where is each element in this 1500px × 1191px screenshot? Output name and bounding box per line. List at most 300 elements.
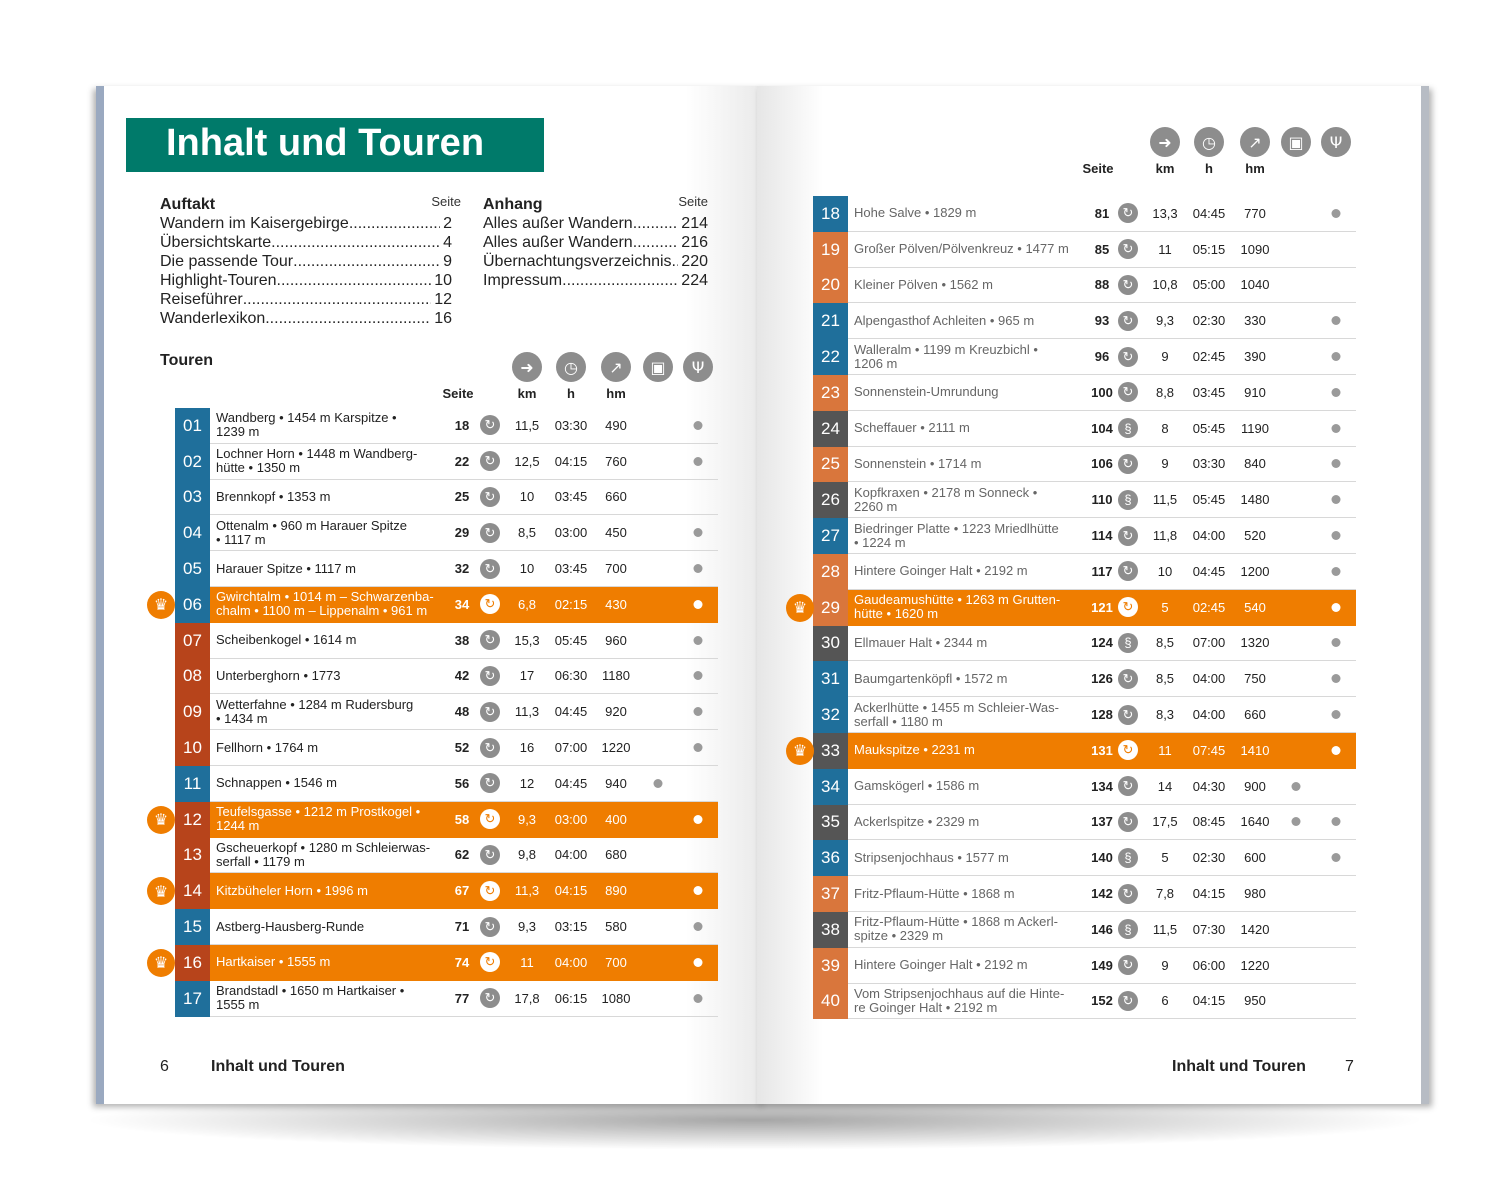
round-tour-icon — [480, 766, 500, 801]
tour-km: 9 — [1161, 957, 1169, 973]
column-header-hm: hm — [1245, 161, 1265, 176]
tour-hm: 700 — [605, 561, 627, 577]
tour-name[interactable]: Kopfkraxen • 2178 m Sonneck • 2260 m — [854, 484, 1038, 514]
tour-row[interactable] — [813, 411, 1356, 447]
tour-row[interactable] — [175, 659, 718, 695]
tour-page: 110 — [1091, 492, 1113, 508]
tour-h: 06:30 — [554, 668, 588, 684]
toc-entry[interactable] — [483, 252, 708, 271]
toc-entry[interactable] — [160, 290, 452, 309]
tour-page: 142 — [1091, 886, 1113, 902]
tour-hm: 660 — [605, 489, 627, 505]
tour-name[interactable]: Brandstadl • 1650 m Hartkaiser • 1555 m — [216, 983, 405, 1013]
tour-row[interactable] — [175, 587, 718, 623]
toc-entry-label: Wanderlexikon — [160, 310, 266, 327]
restaurant-dot-icon — [694, 528, 703, 537]
tour-name[interactable]: Vom Stripsenjochhaus auf die Hinte- re Goinger Halt • 2192 m — [854, 985, 1065, 1015]
tour-page: 85 — [1094, 241, 1110, 257]
tour-number: 17 — [175, 981, 210, 1017]
tour-number: 04 — [175, 515, 210, 551]
restaurant-dot-icon — [1332, 459, 1341, 468]
one-way-tour-icon: § — [1118, 848, 1138, 868]
round-tour-icon — [480, 873, 500, 908]
tour-row[interactable] — [813, 268, 1356, 304]
tour-hm: 1180 — [602, 668, 630, 684]
tour-h: 05:45 — [1192, 492, 1226, 508]
tour-number: 24 — [813, 411, 848, 447]
round-tour-icon — [480, 945, 500, 980]
tour-page: 42 — [454, 668, 470, 684]
dot-leader — [633, 214, 679, 233]
tour-number: 09 — [175, 694, 210, 730]
tour-name[interactable]: Gwirchtalm • 1014 m – Schwarzenba- chalm • 1100 m – Lippenalm • 961 m — [216, 589, 434, 619]
restaurant-dot-icon — [1332, 638, 1341, 647]
restaurant-dot-icon — [1332, 316, 1341, 325]
tour-row[interactable] — [813, 912, 1356, 948]
dot-leader — [562, 271, 678, 290]
round-tour-icon: ↻ — [1118, 597, 1138, 617]
tour-name[interactable]: Hintere Goinger Halt • 2192 m — [854, 563, 1028, 579]
tour-name[interactable]: Sonnenstein-Umrundung — [854, 384, 999, 400]
tour-number: 11 — [175, 766, 210, 802]
tour-name[interactable]: Ackerlspitze • 2329 m — [854, 813, 980, 829]
tour-km: 9,8 — [517, 847, 537, 863]
highlight-crown-icon: ♛ — [147, 591, 175, 619]
tour-hm: 680 — [605, 847, 627, 863]
tour-row[interactable] — [175, 515, 718, 551]
round-tour-icon: ↻ — [480, 594, 500, 614]
tour-number: 18 — [813, 196, 848, 232]
tour-hm: 1080 — [601, 990, 631, 1006]
round-tour-icon: ↻ — [1118, 382, 1138, 402]
toc-entry[interactable] — [483, 271, 708, 290]
tour-name[interactable]: Stripsenjochhaus • 1577 m — [854, 849, 1009, 865]
touren-heading: Touren — [160, 352, 214, 369]
restaurant-icon: Ψ — [1321, 127, 1351, 157]
tour-h: 05:45 — [554, 632, 588, 648]
tour-number: 07 — [175, 623, 210, 659]
one-way-tour-icon: § — [1118, 919, 1138, 939]
tour-number: 35 — [813, 805, 848, 841]
tour-name[interactable]: Kitzbüheler Horn • 1996 m — [216, 882, 368, 898]
tour-h: 07:00 — [554, 740, 588, 756]
column-header-h: h — [567, 386, 575, 401]
one-way-tour-icon — [1118, 482, 1138, 517]
tour-name[interactable]: Hartkaiser • 1555 m — [216, 954, 331, 970]
tour-h: 08:45 — [1192, 814, 1226, 830]
tour-page: 58 — [454, 811, 470, 827]
tour-page: 56 — [454, 775, 470, 791]
tour-name[interactable]: Wandberg • 1454 m Karspitze • 1239 m — [216, 410, 397, 440]
toc-entry-page: 214 — [681, 215, 708, 232]
one-way-tour-icon — [1118, 912, 1138, 947]
tour-name[interactable]: Brennkopf • 1353 m — [216, 488, 331, 504]
one-way-tour-icon: § — [1118, 418, 1138, 438]
tour-number: 03 — [175, 480, 210, 516]
tour-row[interactable] — [813, 232, 1356, 268]
tour-h: 02:30 — [1192, 850, 1226, 866]
one-way-tour-icon: § — [1118, 490, 1138, 510]
tour-page: 100 — [1091, 384, 1113, 400]
tour-name[interactable]: Gaudeamushütte • 1263 m Grutten- hütte • 1620 m — [854, 592, 1061, 622]
bus-dot-icon — [1292, 782, 1301, 791]
round-tour-icon — [1118, 876, 1138, 911]
tour-row[interactable] — [813, 375, 1356, 411]
tour-km: 11,5 — [514, 417, 540, 433]
dot-leader — [243, 290, 432, 309]
food-available — [694, 694, 703, 729]
round-tour-icon — [480, 659, 500, 694]
restaurant-dot-icon — [1332, 495, 1341, 504]
tour-km: 8 — [1161, 420, 1169, 436]
round-tour-icon: ↻ — [1118, 454, 1138, 474]
food-available — [1332, 805, 1341, 840]
round-tour-icon — [1118, 984, 1138, 1019]
toc-entry[interactable] — [160, 233, 452, 252]
round-tour-icon — [1118, 733, 1138, 768]
round-tour-icon: ↻ — [1118, 740, 1138, 760]
clock-icon: ◷ — [1194, 127, 1224, 157]
tour-hm: 840 — [1244, 456, 1266, 472]
tour-hm: 600 — [1244, 850, 1266, 866]
round-tour-icon — [480, 515, 500, 550]
tour-row[interactable] — [813, 948, 1356, 984]
tour-km: 9 — [1161, 349, 1169, 365]
bus-dot-icon — [654, 779, 663, 788]
tour-name[interactable]: Gamskögerl • 1586 m — [854, 778, 980, 794]
restaurant-dot-icon — [694, 600, 703, 609]
food-available — [1332, 411, 1341, 446]
tour-row[interactable] — [175, 873, 718, 909]
tour-h: 04:15 — [554, 453, 588, 469]
tour-row[interactable] — [175, 981, 718, 1017]
food-available — [694, 945, 703, 980]
restaurant-dot-icon — [1332, 531, 1341, 540]
tour-page: 106 — [1091, 456, 1113, 472]
tour-hm: 1220 — [1240, 957, 1270, 973]
tour-row[interactable] — [175, 945, 718, 981]
tour-name[interactable]: Walleralm • 1199 m Kreuzbichl • 1206 m — [854, 341, 1038, 371]
tour-hm: 950 — [1244, 993, 1266, 1009]
restaurant-dot-icon — [694, 743, 703, 752]
column-header-hm: hm — [606, 386, 626, 401]
tour-name[interactable]: Fritz-Pflaum-Hütte • 1868 m — [854, 885, 1015, 901]
round-tour-icon — [1118, 661, 1138, 696]
tour-page: 29 — [454, 525, 470, 541]
round-tour-icon: ↻ — [480, 952, 500, 972]
toc-entry[interactable] — [160, 309, 452, 328]
tour-row[interactable] — [175, 480, 718, 516]
tour-row[interactable] — [813, 196, 1356, 232]
clock-icon: ◷ — [556, 352, 586, 382]
tour-row[interactable] — [175, 408, 718, 444]
food-available — [694, 909, 703, 944]
round-tour-icon: ↻ — [480, 487, 500, 507]
tour-row[interactable] — [813, 447, 1356, 483]
round-tour-icon — [480, 981, 500, 1016]
tour-name[interactable]: Scheffauer • 2111 m — [854, 420, 970, 436]
tour-row[interactable] — [813, 590, 1356, 626]
tour-km: 11,3 — [514, 883, 540, 899]
tour-name[interactable]: Ottenalm • 960 m Harauer Spitze • 1117 m — [216, 517, 407, 547]
tour-page: 67 — [454, 883, 470, 899]
restaurant-dot-icon — [694, 707, 703, 716]
tour-name[interactable]: Schnappen • 1546 m — [216, 775, 337, 791]
tour-row[interactable] — [175, 694, 718, 730]
tour-km: 17,8 — [514, 990, 540, 1006]
food-available — [1332, 840, 1341, 875]
restaurant-dot-icon — [1332, 424, 1341, 433]
tour-number: 33 — [813, 733, 848, 769]
tour-number: 38 — [813, 912, 848, 948]
food-available — [1332, 303, 1341, 338]
seite-label: Seite — [431, 194, 461, 209]
tour-row[interactable] — [813, 661, 1356, 697]
tour-hm: 760 — [605, 453, 627, 469]
tour-name[interactable]: Teufelsgasse • 1212 m Prostkogel • 1244 m — [216, 804, 421, 834]
tour-row[interactable] — [175, 802, 718, 838]
tour-h: 06:15 — [554, 990, 588, 1006]
tour-number: 27 — [813, 518, 848, 554]
tour-name[interactable]: Wetterfahne • 1284 m Rudersburg • 1434 m — [216, 696, 414, 726]
tour-page: 149 — [1091, 957, 1113, 973]
tour-number: 19 — [813, 232, 848, 268]
tour-row[interactable] — [813, 984, 1356, 1020]
page-number: 7 — [1345, 1058, 1354, 1075]
tour-name[interactable]: Lochner Horn • 1448 m Wandberg- hütte • 1350 m — [216, 446, 418, 476]
food-available — [1332, 554, 1341, 589]
tour-name[interactable]: Fritz-Pflaum-Hütte • 1868 m Ackerl- spitze • 2329 m — [854, 914, 1058, 944]
tour-km: 11 — [1158, 742, 1172, 758]
tour-name[interactable]: Sonnenstein • 1714 m — [854, 455, 982, 471]
tour-page: 128 — [1091, 707, 1113, 723]
tour-km: 9,3 — [1155, 313, 1175, 329]
round-tour-icon: ↻ — [1118, 991, 1138, 1011]
tour-name[interactable]: Großer Pölven/Pölvenkreuz • 1477 m — [854, 241, 1069, 257]
tour-hm: 1420 — [1240, 921, 1270, 937]
food-available — [694, 515, 703, 550]
bus-dot-icon — [1292, 817, 1301, 826]
tour-number: 06 — [175, 587, 210, 623]
tour-row[interactable] — [813, 840, 1356, 876]
round-tour-icon — [1118, 447, 1138, 482]
tour-km: 17,5 — [1152, 814, 1178, 830]
tour-row[interactable] — [813, 554, 1356, 590]
toc-entry[interactable] — [483, 233, 708, 252]
tour-km: 10 — [519, 489, 535, 505]
tour-km: 5 — [1161, 599, 1169, 615]
title-banner — [126, 118, 544, 172]
tour-row[interactable] — [175, 551, 718, 587]
tour-name[interactable]: Fellhorn • 1764 m — [216, 739, 319, 755]
tour-hm: 960 — [605, 632, 627, 648]
tour-row[interactable] — [175, 444, 718, 480]
one-way-tour-icon — [1118, 626, 1138, 661]
toc-entry[interactable] — [160, 214, 452, 233]
tour-km: 17 — [519, 668, 535, 684]
dot-leader — [277, 271, 432, 290]
tour-page: 48 — [454, 704, 470, 720]
tour-row[interactable] — [813, 518, 1356, 554]
toc-entry[interactable] — [483, 214, 708, 233]
tour-km: 14 — [1157, 778, 1173, 794]
dot-leader — [672, 252, 679, 271]
tour-page: 146 — [1091, 921, 1113, 937]
dot-leader — [633, 233, 679, 252]
tour-km: 8,5 — [1155, 671, 1175, 687]
tour-number: 26 — [813, 482, 848, 518]
round-tour-icon: ↻ — [480, 881, 500, 901]
tour-hm: 980 — [1244, 886, 1266, 902]
toc-entry-page: 9 — [443, 253, 452, 270]
round-tour-icon: ↻ — [1118, 884, 1138, 904]
tour-name[interactable]: Ellmauer Halt • 2344 m — [854, 634, 988, 650]
tour-name[interactable]: Biedringer Platte • 1223 Mriedlhütte • 1224 m — [854, 520, 1059, 550]
tour-number: 20 — [813, 268, 848, 304]
tour-number: 32 — [813, 697, 848, 733]
round-tour-icon — [480, 694, 500, 729]
toc-entry-label: Wandern im Kaisergebirge — [160, 215, 349, 232]
restaurant-dot-icon — [1332, 209, 1341, 218]
toc-entry-page: 220 — [681, 253, 708, 270]
restaurant-dot-icon — [1332, 388, 1341, 397]
food-available — [1332, 733, 1341, 768]
tour-hm: 660 — [1244, 707, 1266, 723]
round-tour-icon: ↻ — [1118, 275, 1138, 295]
tour-row[interactable] — [175, 909, 718, 945]
tour-row[interactable] — [813, 876, 1356, 912]
tour-name[interactable]: Harauer Spitze • 1117 m — [216, 560, 356, 576]
tour-row[interactable] — [813, 626, 1356, 662]
tour-row[interactable] — [813, 339, 1356, 375]
toc-auftakt — [160, 194, 461, 328]
round-tour-icon: ↻ — [1118, 347, 1138, 367]
tour-h: 05:15 — [1192, 241, 1226, 257]
highlight-crown-icon: ♛ — [786, 594, 814, 622]
tour-name[interactable]: Gscheuerkopf • 1280 m Schleierwas- serfall • 1179 m — [216, 839, 431, 869]
tour-number: 23 — [813, 375, 848, 411]
tour-row[interactable] — [813, 733, 1356, 769]
tour-h: 04:45 — [554, 704, 588, 720]
tour-hm: 890 — [605, 883, 627, 899]
tour-name[interactable]: Astberg-Hausberg-Runde — [216, 918, 365, 934]
toc-entry[interactable] — [160, 252, 452, 271]
tour-km: 6 — [1161, 993, 1169, 1009]
tour-row[interactable] — [175, 623, 718, 659]
round-tour-icon: ↻ — [480, 845, 500, 865]
tour-page: 34 — [454, 596, 470, 612]
round-tour-icon: ↻ — [1118, 311, 1138, 331]
toc-entry-label: Übernachtungsverzeichnis — [483, 253, 672, 270]
restaurant-dot-icon — [694, 922, 703, 931]
round-tour-icon: ↻ — [480, 559, 500, 579]
tour-km: 11,5 — [1152, 492, 1178, 508]
toc-entry-label: Übersichtskarte — [160, 234, 272, 251]
tour-h: 03:45 — [554, 561, 588, 577]
tour-hm: 450 — [605, 525, 627, 541]
round-tour-icon — [1118, 518, 1138, 553]
tour-name[interactable]: Alpengasthof Achleiten • 965 m — [854, 312, 1035, 328]
tour-hm: 1040 — [1240, 277, 1270, 293]
tour-hm: 750 — [1244, 671, 1266, 687]
toc-heading: Anhang — [483, 196, 543, 213]
restaurant-dot-icon — [694, 457, 703, 466]
tour-row[interactable] — [813, 303, 1356, 339]
tour-km: 11 — [520, 954, 534, 970]
round-tour-icon: ↻ — [1118, 812, 1138, 832]
tour-name[interactable]: Maukspitze • 2231 m — [854, 742, 975, 758]
round-tour-icon: ↻ — [1118, 561, 1138, 581]
tour-number: 31 — [813, 661, 848, 697]
tour-km: 10,8 — [1152, 277, 1178, 293]
tour-row[interactable] — [175, 730, 718, 766]
tour-name[interactable]: Hintere Goinger Halt • 2192 m — [854, 957, 1028, 973]
tour-number: 37 — [813, 876, 848, 912]
tour-hm: 1200 — [1240, 563, 1270, 579]
dot-leader — [349, 214, 440, 233]
tour-row[interactable] — [813, 482, 1356, 518]
food-available — [694, 730, 703, 765]
tour-h: 02:15 — [554, 596, 588, 612]
restaurant-dot-icon — [1332, 710, 1341, 719]
tour-number: 16 — [175, 945, 210, 981]
round-tour-icon — [1118, 375, 1138, 410]
food-available — [694, 408, 703, 443]
tour-row[interactable] — [175, 838, 718, 874]
round-tour-icon: ↻ — [1118, 955, 1138, 975]
tour-name[interactable]: Ackerlhütte • 1455 m Schleier-Was- serfall • 1180 m — [854, 699, 1059, 729]
tour-page: 18 — [454, 417, 470, 433]
tour-h: 03:30 — [554, 417, 588, 433]
tour-number: 22 — [813, 339, 848, 375]
tour-hm: 910 — [1244, 384, 1266, 400]
tour-name[interactable]: Kleiner Pölven • 1562 m — [854, 276, 993, 292]
toc-entry[interactable] — [160, 271, 452, 290]
round-tour-icon — [1118, 769, 1138, 804]
tour-number: 36 — [813, 840, 848, 876]
round-tour-icon — [480, 838, 500, 873]
ascent-arrow-icon: ↗ — [1240, 127, 1270, 157]
tour-name[interactable]: Baumgartenköpfl • 1572 m — [854, 670, 1008, 686]
column-header-seite: Seite — [1082, 161, 1114, 176]
tour-number: 05 — [175, 551, 210, 587]
tour-number: 01 — [175, 408, 210, 444]
tour-name[interactable]: Scheibenkogel • 1614 m — [216, 632, 357, 648]
toc-entry-label: Highlight-Touren — [160, 272, 277, 289]
restaurant-dot-icon — [1332, 746, 1341, 755]
tour-row[interactable] — [813, 805, 1356, 841]
tour-name[interactable]: Unterberghorn • 1773 — [216, 667, 341, 683]
toc-entry-page: 2 — [443, 215, 452, 232]
tour-row[interactable] — [813, 697, 1356, 733]
seite-label: Seite — [678, 194, 708, 209]
running-title: Inhalt und Touren — [211, 1058, 345, 1075]
column-header-h: h — [1205, 161, 1213, 176]
tour-name[interactable]: Hohe Salve • 1829 m — [854, 205, 977, 221]
highlight-crown-icon: ♛ — [147, 949, 175, 977]
tour-row[interactable] — [175, 766, 718, 802]
column-header-seite: Seite — [442, 386, 474, 401]
round-tour-icon — [480, 480, 500, 515]
tour-page: 117 — [1091, 563, 1113, 579]
round-tour-icon — [1118, 196, 1138, 231]
toc-entry-label: Alles außer Wandern — [483, 234, 633, 251]
tour-h: 02:30 — [1192, 313, 1226, 329]
tour-hm: 430 — [605, 596, 627, 612]
tour-km: 16 — [519, 740, 535, 756]
tour-row[interactable] — [813, 769, 1356, 805]
tour-h: 04:45 — [1192, 563, 1226, 579]
